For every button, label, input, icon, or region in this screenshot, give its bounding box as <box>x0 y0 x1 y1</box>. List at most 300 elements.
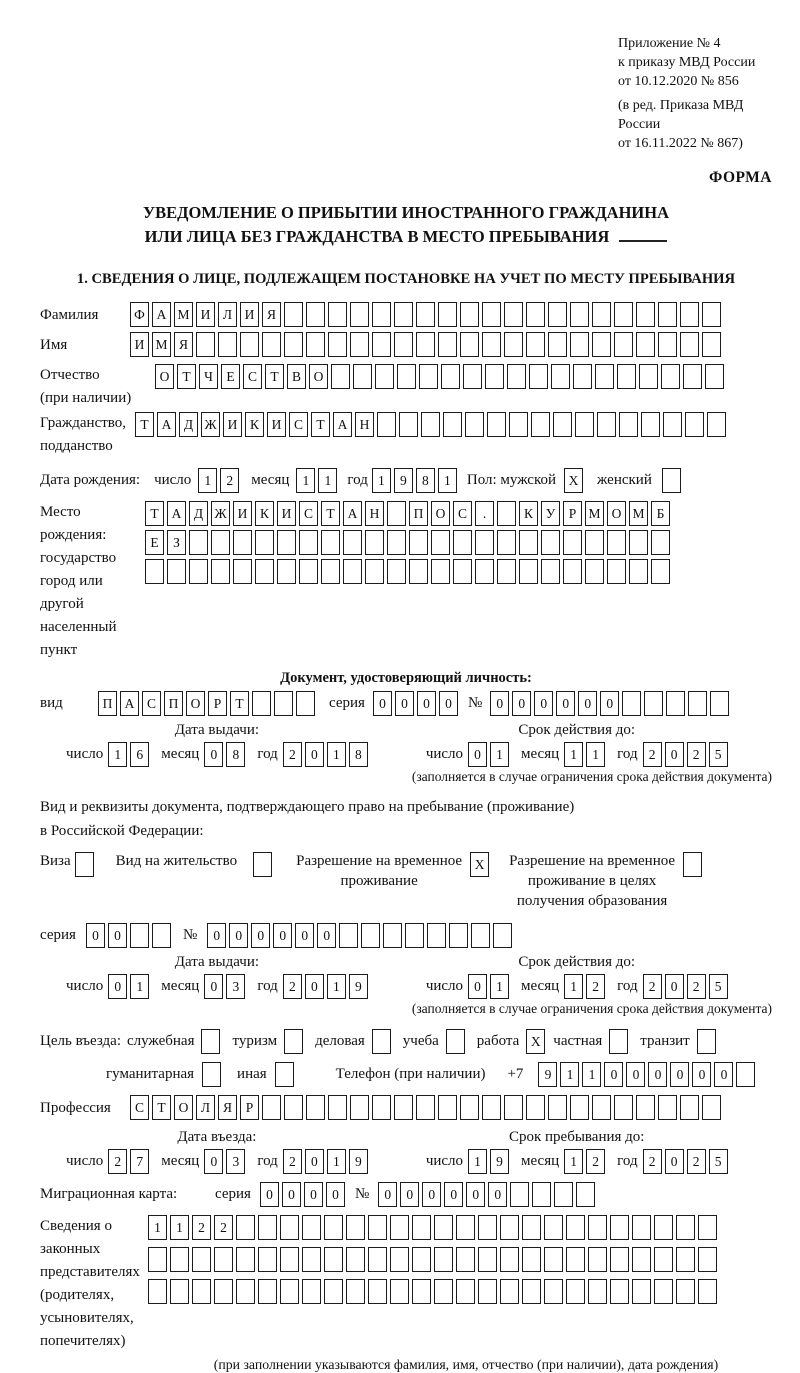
form-cell <box>510 1182 529 1207</box>
sex-female-label: женский <box>597 472 652 488</box>
annex-line: к приказу МВД России <box>618 55 756 70</box>
year-label: год <box>617 978 638 994</box>
form-cell <box>409 530 428 555</box>
form-cell <box>258 1279 277 1304</box>
legal-reps-cells <box>148 1215 717 1353</box>
form-cell <box>438 302 457 327</box>
form-cell <box>449 923 468 948</box>
doc-expiry-day-cells <box>468 742 509 767</box>
form-cell: 0 <box>373 691 392 716</box>
form-cell: М <box>174 302 193 327</box>
form-cell: . <box>475 501 494 526</box>
form-cell <box>302 1279 321 1304</box>
form-cell: 0 <box>466 1182 485 1207</box>
purpose-option: транзит <box>640 1033 690 1049</box>
residence-permit-label: Вид на жительство <box>115 853 238 869</box>
annex-revision-note <box>618 96 772 153</box>
form-cell: 0 <box>305 974 324 999</box>
form-cell: Р <box>563 501 582 526</box>
form-cell: 1 <box>170 1215 189 1240</box>
form-cell <box>328 1095 347 1120</box>
day-label: число <box>425 746 464 762</box>
form-cell: 0 <box>108 923 127 948</box>
form-title-line2: ИЛИ ЛИЦА БЕЗ ГРАЖДАНСТВА В МЕСТО ПРЕБЫВАНИЯ <box>40 225 772 249</box>
form-cell <box>676 1279 695 1304</box>
form-cell <box>475 559 494 584</box>
phone-cells <box>538 1062 755 1087</box>
form-cell: Ж <box>201 412 220 437</box>
form-cell <box>438 332 457 357</box>
birthplace-label: Место рождения: государство город или другой населенный пункт <box>40 504 117 658</box>
doc-issue-month-cells <box>204 742 245 767</box>
form-cell: 0 <box>395 691 414 716</box>
form-cell <box>321 559 340 584</box>
form-cell: 0 <box>86 923 105 948</box>
form-cell <box>170 1247 189 1272</box>
form-cell <box>233 530 252 555</box>
form-cell <box>394 332 413 357</box>
form-cell <box>152 923 171 948</box>
form-cell: Т <box>265 364 284 389</box>
form-cell: О <box>174 1095 193 1120</box>
year-label: год <box>257 746 278 762</box>
stay-year-cells <box>643 1149 728 1174</box>
form-cell: Ф <box>130 302 149 327</box>
form-cell: Д <box>179 412 198 437</box>
form-cell: 0 <box>626 1062 645 1087</box>
form-cell <box>375 364 394 389</box>
firstname-label: Имя <box>40 337 68 353</box>
birthdate-month-cells <box>296 468 337 493</box>
form-cell <box>196 332 215 357</box>
number-label: № <box>354 1186 370 1202</box>
form-cell <box>390 1279 409 1304</box>
purpose-private-checkbox <box>609 1029 628 1054</box>
residence-doc-options <box>40 851 772 911</box>
form-cell <box>365 530 384 555</box>
form-cell: С <box>130 1095 149 1120</box>
form-cell: М <box>152 332 171 357</box>
form-cell <box>189 559 208 584</box>
form-cell <box>306 1095 325 1120</box>
form-cell <box>482 332 501 357</box>
form-cell <box>277 559 296 584</box>
annex-note-line: от 16.11.2022 № 867) <box>618 136 743 151</box>
form-cell: 0 <box>204 742 223 767</box>
form-cell: 0 <box>305 1149 324 1174</box>
form-cell: А <box>157 412 176 437</box>
form-cell <box>397 364 416 389</box>
form-cell <box>482 1095 501 1120</box>
form-cell <box>592 302 611 327</box>
form-cell: И <box>130 332 149 357</box>
form-cell <box>641 412 660 437</box>
migration-card-row <box>40 1182 772 1207</box>
form-cell: С <box>299 501 318 526</box>
form-cell <box>519 559 538 584</box>
entry-day-cells <box>108 1149 149 1174</box>
form-cell: 0 <box>326 1182 345 1207</box>
citizenship-label: Гражданство, подданство <box>40 415 127 454</box>
form-cell <box>570 332 589 357</box>
form-cell <box>619 412 638 437</box>
form-cell <box>324 1247 343 1272</box>
legal-reps-note: (при заполнении указываются фамилия, имя, отчество (при наличии), дата рождения) <box>213 1357 719 1372</box>
year-label: год <box>257 978 278 994</box>
form-cell <box>148 1247 167 1272</box>
form-cell <box>394 1095 413 1120</box>
form-cell: 0 <box>207 923 226 948</box>
issue-date-label: Дата выдачи: <box>174 722 260 738</box>
residence-permit-option <box>116 851 272 877</box>
form-cell <box>471 923 490 948</box>
residence-expiry-year-cells <box>643 974 728 999</box>
form-cell <box>353 364 372 389</box>
form-cell: 1 <box>148 1215 167 1240</box>
form-cell: 5 <box>709 742 728 767</box>
form-cell: 0 <box>512 691 531 716</box>
form-cell <box>507 364 526 389</box>
form-cell <box>299 530 318 555</box>
residence-expiry-month-cells <box>564 974 605 999</box>
form-cell <box>255 530 274 555</box>
form-cell: 0 <box>400 1182 419 1207</box>
visit-purpose-row <box>40 1029 772 1054</box>
form-cell <box>306 332 325 357</box>
form-cell: К <box>255 501 274 526</box>
form-cell: 0 <box>444 1182 463 1207</box>
form-cell: 7 <box>130 1149 149 1174</box>
entry-date-group <box>66 1129 368 1174</box>
form-cell <box>658 302 677 327</box>
form-cell: О <box>186 691 205 716</box>
month-label: месяц <box>521 746 560 762</box>
form-cell: О <box>155 364 174 389</box>
migration-card-label: Миграционная карта: <box>40 1186 178 1202</box>
doc-kind-cells <box>98 691 315 716</box>
form-cell <box>478 1215 497 1240</box>
form-cell: С <box>289 412 308 437</box>
form-cell <box>683 364 702 389</box>
form-cell <box>654 1279 673 1304</box>
section1-heading: 1. СВЕДЕНИЯ О ЛИЦЕ, ПОДЛЕЖАЩЕМ ПОСТАНОВКЕ НА УЧЕТ ПО МЕСТУ ПРЕБЫВАНИЯ <box>76 271 736 287</box>
day-label: число <box>154 472 192 488</box>
form-cell: 1 <box>564 742 583 767</box>
form-cell <box>548 332 567 357</box>
firstname-row <box>40 332 772 358</box>
form-cell: И <box>240 302 259 327</box>
month-label: месяц <box>161 978 200 994</box>
form-cell <box>478 1247 497 1272</box>
legal-reps-row2-cells <box>148 1247 717 1272</box>
form-cell: 0 <box>604 1062 623 1087</box>
residence-doc-serial-row <box>40 923 772 948</box>
form-cell: И <box>223 412 242 437</box>
citizenship-row <box>40 412 772 458</box>
form-cell: И <box>267 412 286 437</box>
form-cell: 2 <box>586 1149 605 1174</box>
purpose-work-checkbox <box>526 1029 545 1054</box>
form-cell: 2 <box>283 742 302 767</box>
purpose-humanitarian-checkbox <box>202 1062 221 1087</box>
form-cell <box>702 302 721 327</box>
form-cell: 0 <box>295 923 314 948</box>
profession-cells <box>130 1095 721 1120</box>
year-label: год <box>347 472 368 488</box>
form-cell: Л <box>196 1095 215 1120</box>
form-cell <box>434 1215 453 1240</box>
form-cell: 1 <box>438 468 457 493</box>
form-cell <box>456 1279 475 1304</box>
title-underline <box>619 240 667 242</box>
form-cell: 1 <box>468 1149 487 1174</box>
form-cell <box>522 1279 541 1304</box>
form-cell <box>419 364 438 389</box>
form-cell <box>446 1029 465 1054</box>
form-cell: П <box>409 501 428 526</box>
form-cell <box>614 302 633 327</box>
form-cell: 1 <box>108 742 127 767</box>
form-cell: И <box>277 501 296 526</box>
form-cell <box>350 302 369 327</box>
form-cell: X <box>564 468 583 493</box>
form-cell: Я <box>262 302 281 327</box>
birthplace-row1-cells <box>145 501 670 526</box>
form-cell: 0 <box>108 974 127 999</box>
form-cell <box>632 1247 651 1272</box>
form-cell <box>368 1247 387 1272</box>
edu-permit-option <box>509 851 702 911</box>
day-label: число <box>66 1153 104 1169</box>
form-cell <box>497 530 516 555</box>
month-label: месяц <box>521 978 560 994</box>
residence-series-cells <box>86 923 171 948</box>
form-cell: 0 <box>670 1062 689 1087</box>
form-cell: 0 <box>204 974 223 999</box>
form-cell <box>636 1095 655 1120</box>
annex-line: Приложение № 4 <box>618 36 721 51</box>
patronymic-label: Отчество (при наличии) <box>40 367 132 406</box>
purpose-option: служебная <box>126 1033 195 1049</box>
form-cell <box>544 1215 563 1240</box>
form-cell <box>372 1095 391 1120</box>
form-cell: X <box>470 852 489 877</box>
sex-male-checkbox <box>564 468 583 493</box>
form-cell <box>463 364 482 389</box>
form-cell: О <box>607 501 626 526</box>
form-cell: 1 <box>318 468 337 493</box>
residence-doc-intro: Вид и реквизиты документа, подтверждающего право на пребывание (проживание) в Российской Федерации: <box>40 799 575 839</box>
form-cell <box>372 332 391 357</box>
form-cell <box>211 559 230 584</box>
form-cell <box>390 1247 409 1272</box>
form-cell <box>441 364 460 389</box>
form-cell <box>280 1215 299 1240</box>
entry-date-label: Дата въезда: <box>177 1129 257 1145</box>
form-cell: Б <box>651 501 670 526</box>
purpose-study-checkbox <box>446 1029 465 1054</box>
form-cell <box>576 1182 595 1207</box>
purpose-option: туризм <box>232 1033 278 1049</box>
visit-purpose-row2 <box>106 1062 772 1087</box>
residence-doc-dates <box>40 954 772 1017</box>
form-cell <box>526 332 545 357</box>
form-cell <box>588 1279 607 1304</box>
form-cell: 2 <box>643 1149 662 1174</box>
form-cell <box>566 1247 585 1272</box>
form-cell <box>504 1095 523 1120</box>
year-label: год <box>617 746 638 762</box>
form-cell <box>654 1247 673 1272</box>
form-cell: И <box>196 302 215 327</box>
form-cell <box>680 332 699 357</box>
month-label: месяц <box>161 1153 200 1169</box>
form-cell: П <box>164 691 183 716</box>
form-cell <box>75 852 94 877</box>
form-cell: 2 <box>687 1149 706 1174</box>
form-cell <box>736 1062 755 1087</box>
form-cell <box>274 691 293 716</box>
form-cell <box>566 1215 585 1240</box>
validity-label: Срок действия до: <box>518 954 636 970</box>
form-cell: 0 <box>317 923 336 948</box>
identity-doc-row <box>40 691 772 716</box>
form-cell: 0 <box>490 691 509 716</box>
legal-reps-row1-cells <box>148 1215 717 1240</box>
entry-month-cells <box>204 1149 245 1174</box>
form-cell <box>399 412 418 437</box>
stay-until-label: Срок пребывания до: <box>508 1129 645 1145</box>
purpose-option: иная <box>237 1066 267 1082</box>
purpose-option: гуманитарная <box>106 1066 195 1082</box>
form-cell: 2 <box>643 742 662 767</box>
doc-issue-date-group <box>66 722 368 767</box>
legal-reps-block <box>40 1215 772 1353</box>
form-cell: 0 <box>556 691 575 716</box>
form-cell <box>609 1029 628 1054</box>
form-cell <box>434 1279 453 1304</box>
form-cell <box>460 1095 479 1120</box>
form-cell: 0 <box>304 1182 323 1207</box>
form-cell: Д <box>189 501 208 526</box>
form-cell: 2 <box>586 974 605 999</box>
form-cell <box>563 530 582 555</box>
annex-note-line: (в ред. Приказа МВД России <box>618 98 744 132</box>
form-cell: 0 <box>273 923 292 948</box>
form-cell <box>328 302 347 327</box>
temp-permit-checkbox <box>470 852 489 877</box>
form-cell <box>610 1279 629 1304</box>
form-cell: 9 <box>538 1062 557 1087</box>
entry-dates <box>40 1129 772 1174</box>
form-cell <box>519 530 538 555</box>
form-cell <box>284 1095 303 1120</box>
form-cell <box>526 302 545 327</box>
doc-expiry-date-group <box>426 722 728 767</box>
form-cell <box>644 691 663 716</box>
form-cell: 1 <box>372 468 391 493</box>
form-cell <box>346 1279 365 1304</box>
form-cell <box>636 332 655 357</box>
form-cell: 1 <box>327 974 346 999</box>
form-cell <box>493 923 512 948</box>
purpose-tourism-checkbox <box>284 1029 303 1054</box>
form-cell <box>614 332 633 357</box>
birthdate-row <box>40 468 772 493</box>
doc-issue-day-cells <box>108 742 149 767</box>
form-cell <box>563 559 582 584</box>
form-cell: 0 <box>665 974 684 999</box>
birthplace-row2-cells <box>145 530 670 555</box>
form-cell <box>387 530 406 555</box>
form-cell: 0 <box>488 1182 507 1207</box>
form-cell: 1 <box>490 742 509 767</box>
birthplace-row <box>40 501 772 662</box>
form-cell <box>588 1247 607 1272</box>
residence-issue-month-cells <box>204 974 245 999</box>
form-cell <box>622 691 641 716</box>
form-cell <box>390 1215 409 1240</box>
form-cell <box>663 412 682 437</box>
form-cell: 2 <box>192 1215 211 1240</box>
form-cell <box>416 302 435 327</box>
month-label: месяц <box>521 1153 560 1169</box>
form-cell <box>475 530 494 555</box>
form-cell <box>339 923 358 948</box>
form-cell: Т <box>152 1095 171 1120</box>
form-cell <box>529 364 548 389</box>
form-cell <box>372 302 391 327</box>
issue-date-label: Дата выдачи: <box>174 954 260 970</box>
form-cell <box>387 559 406 584</box>
visit-purpose-label: Цель въезда: <box>40 1033 121 1049</box>
doc-number-cells <box>490 691 729 716</box>
form-cell <box>416 332 435 357</box>
surname-cells <box>130 302 721 327</box>
form-cell <box>566 1279 585 1304</box>
form-cell <box>532 1182 551 1207</box>
form-cell <box>610 1215 629 1240</box>
form-cell: 0 <box>251 923 270 948</box>
form-cell: М <box>629 501 648 526</box>
series-label: серия <box>215 1186 251 1202</box>
form-title-line1: УВЕДОМЛЕНИЕ О ПРИБЫТИИ ИНОСТРАННОГО ГРАЖДАНИНА <box>142 203 670 222</box>
form-cell <box>553 412 572 437</box>
form-cell: 2 <box>283 974 302 999</box>
form-cell: 9 <box>490 1149 509 1174</box>
form-cell: Л <box>218 302 237 327</box>
form-cell <box>412 1247 431 1272</box>
form-cell <box>431 530 450 555</box>
form-cell <box>427 923 446 948</box>
form-cell: 0 <box>714 1062 733 1087</box>
edu-permit-label: Разрешение на временное проживание в целях получения образования <box>509 853 676 909</box>
form-cell: 2 <box>643 974 662 999</box>
form-cell: И <box>233 501 252 526</box>
form-cell <box>453 559 472 584</box>
purpose-option: учеба <box>402 1033 439 1049</box>
form-cell <box>595 364 614 389</box>
form-cell <box>661 364 680 389</box>
birthdate-label: Дата рождения: <box>40 472 141 488</box>
form-cell <box>573 364 592 389</box>
form-cell <box>680 302 699 327</box>
form-cell: Т <box>135 412 154 437</box>
form-cell <box>258 1247 277 1272</box>
form-cell <box>324 1279 343 1304</box>
form-cell: 0 <box>417 691 436 716</box>
form-cell <box>617 364 636 389</box>
